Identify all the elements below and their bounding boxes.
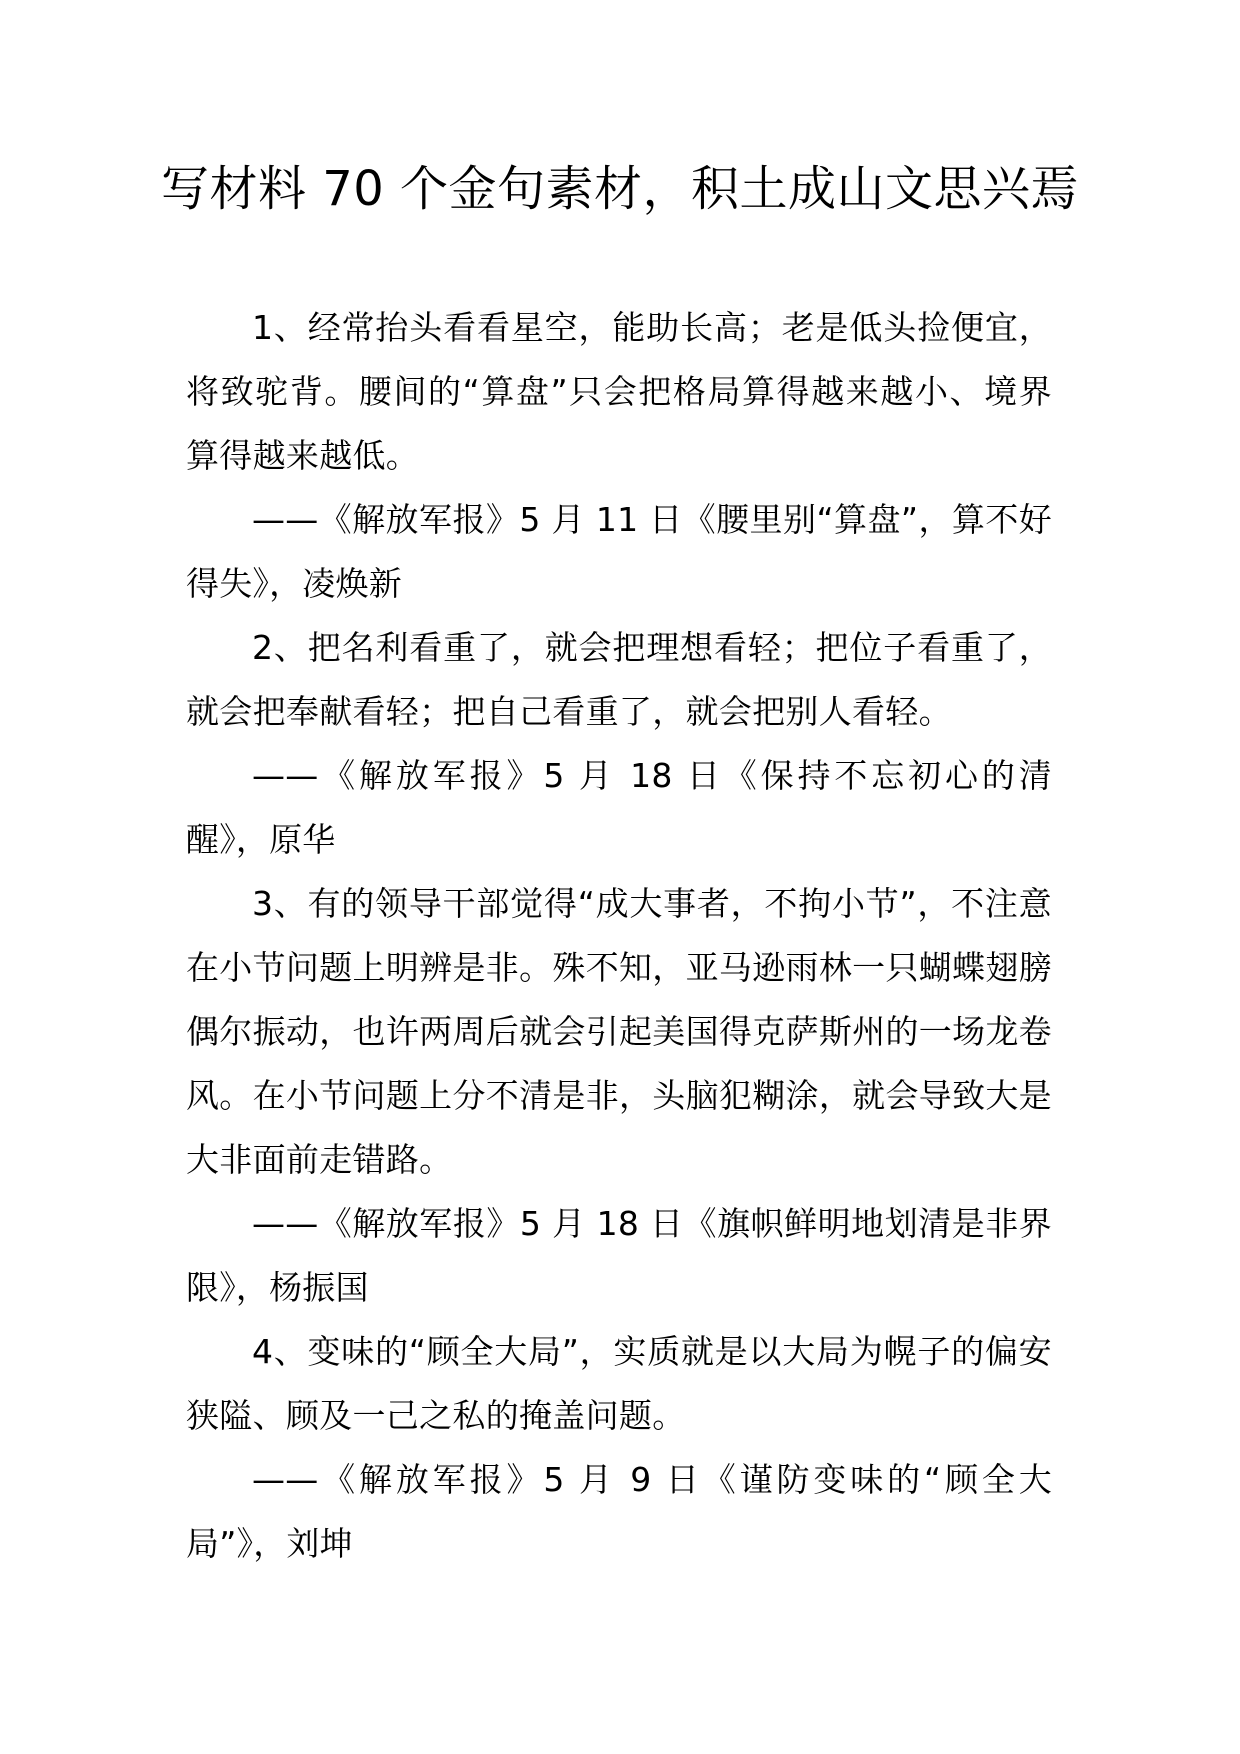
source-paragraph: ——《解放军报》5 月 9 日《谨防变味的“顾全大局”》，刘坤 [186, 1460, 1052, 1563]
quote-paragraph: 3、有的领导干部觉得“成大事者，不拘小节”，不注意在小节问题上明辨是非。殊不知，亚马逊雨林一只蝴蝶翅膀偶尔振动，也许两周后就会引起美国得克萨斯州的一场龙卷风。在小节问题上分不清是非，头脑犯糊涂，就会导致大是大非面前走错路。 [186, 884, 1052, 1179]
document-title: 写材料 70 个金句素材，积土成山文思兴焉 [160, 161, 1080, 217]
quote-paragraph: 4、变味的“顾全大局”，实质就是以大局为幌子的偏安狭隘、顾及一己之私的掩盖问题。 [186, 1332, 1052, 1435]
quote-paragraph: 2、把名利看重了，就会把理想看轻；把位子看重了，就会把奉献看轻；把自己看重了，就会把别人看轻。 [186, 628, 1052, 731]
source-paragraph: ——《解放军报》5 月 18 日《旗帜鲜明地划清是非界限》，杨振国 [186, 1204, 1052, 1307]
source-paragraph: ——《解放军报》5 月 18 日《保持不忘初心的清醒》，原华 [186, 756, 1052, 859]
document-body [186, 296, 1052, 1576]
quote-paragraph: 1、经常抬头看看星空，能助长高；老是低头捡便宜，将致驼背。腰间的“算盘”只会把格局算得越来越小、境界算得越来越低。 [186, 308, 1052, 475]
source-paragraph: ——《解放军报》5 月 11 日《腰里别“算盘”，算不好得失》，凌焕新 [186, 500, 1052, 603]
